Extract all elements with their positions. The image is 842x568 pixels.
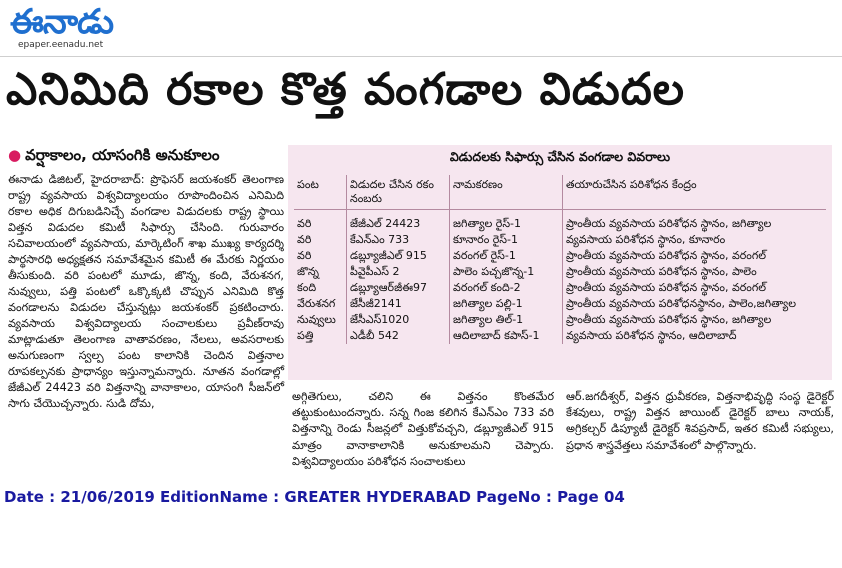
subheading — [8, 146, 219, 168]
varieties-table-box — [288, 145, 832, 380]
table-row — [294, 210, 826, 233]
article-column-1: ఈనాడు డిజిటల్, హైదరాబాద్: ప్రొఫెసర్ జయశంకర్ తెలంగాణ రాష్ట్ర వ్యవసాయ విశ్వవిద్యాలయం రూపొందించిన ఎనిమిది రకాల అధిక దిగుబడినిచ్చే వంగడాల విడుదలకు రాష్ట్ర స్థాయి విత్తన విడుదల కమిటీ సిఫార్సు చేసింది. గురువారం సచివాలయంలో వ్యవసాయ, మార్కెటింగ్ శాఖ ముఖ్య కార్యదర్శి పార్థసారధి అధ్యక్షతన సమావేశమైన కమిటీ ఈ మేరకు నిర్ణయం తీసుకుంది. వరి పంటలో మూడు, జొన్న, కంది, వేరుశనగ, నువ్వులు, పత్తి పంటలో ఒక్కొక్కటి చొప్పున ఎనిమిది కొత్త వంగడాలను విడుదల చేస్తున్నట్లు జయశంకర్ ప్రకటించారు. వ్యవసాయ విశ్వవిద్యాలయ సంచాలకులు ప్రవీణ్‌రావు మాట్లాడుతూ తెలంగాణ వాతావరణం, నేలలు, అవసరాలకు అనుగుణంగా స్వల్ప పంట కాలానికి చెందిన విత్తనాల రూపకల్పనకు ప్రాధాన్యం ఇస్తున్నామన్నారు. నూతన వంగడాల్లో జేజీఎల్ 24423 వరి విత్తనాన్ని వానాకాలం, యాసంగి సీజన్‌లో సాగు చేయొచ్చన్నారు. సుడి దోమ, — [8, 173, 284, 410]
cell-crop: నువ్వులు — [294, 312, 347, 328]
header-variety-number: విడుదల చేసిన రకం నంబరు — [347, 175, 450, 210]
cell-station: వ్యవసాయ పరిశోధన స్థానం, ఆదిలాబాద్ — [566, 329, 737, 342]
cell-crop: కంది — [294, 280, 347, 296]
bullet-icon: ● — [8, 146, 22, 164]
cell-variety: ఎడీబీ 542 — [347, 328, 450, 344]
cell-station: ప్రాంతీయ వ్యవసాయ పరిశోధన స్థానం, జగిత్యాల — [566, 217, 772, 230]
cell-variety: జేసీఎస్1020 — [347, 312, 450, 328]
cell-crop: జొన్న — [294, 264, 347, 280]
masthead-logo — [6, 4, 166, 48]
site-url: epaper.eenadu.net — [18, 40, 104, 50]
logo-text: ఈనాడు — [10, 2, 114, 42]
cell-variety: జేసీజీ2141 — [347, 296, 450, 312]
cell-station: ప్రాంతీయ వ్యవసాయ పరిశోధన స్థానం, వరంగల్ — [566, 249, 767, 262]
cell-variety: పీవైపీఎస్ 2 — [347, 264, 450, 280]
cell-name: ఆదిలాబాద్ కపాస్-1 — [450, 328, 563, 344]
header-name: నామకరణం — [450, 175, 563, 210]
cell-crop: వరి — [294, 210, 347, 233]
cell-crop: వేరుశనగ — [294, 296, 347, 312]
cell-variety: కేఎన్ఎం 733 — [347, 232, 450, 248]
table-title: విడుదలకు సిఫార్సు చేసిన వంగడాల వివరాలు — [449, 149, 671, 164]
table-row — [294, 248, 826, 264]
cell-name: జగిత్యాల రైస్-1 — [450, 210, 563, 233]
article-column-3: ఆర్.జగదీశ్వర్, విత్తన ధ్రువీకరణ, విత్తనాభివృద్ధి సంస్థ డైరెక్టర్ కేశవులు, రాష్ట్ర విత్తన జాయింట్ డైరెక్టర్ బాలు నాయక్, అగ్రికల్చర్ డిప్యూటీ డైరెక్టర్ శివప్రసాద్, ఇతర కమిటీ సభ్యులు, ప్రధాన శాస్త్రవేత్తలు సమావేశంలో పాల్గొన్నారు. — [566, 390, 834, 452]
varieties-table — [294, 175, 826, 344]
headline: ఎనిమిది రకాల కొత్త వంగడాల విడుదల — [6, 64, 685, 115]
table-header-row — [294, 175, 826, 210]
cell-station: ప్రాంతీయ వ్యవసాయ పరిశోధన స్థానం, పాలెం — [566, 265, 757, 278]
cell-variety: డబ్ల్యూఆర్‌జీఈ97 — [347, 280, 450, 296]
cell-crop: వరి — [294, 232, 347, 248]
subheading-text: వర్షాకాలం, యాసంగికి అనుకూలం — [25, 146, 220, 164]
cell-name: జగిత్యాల తిల్-1 — [450, 312, 563, 328]
cell-station: ప్రాంతీయ వ్యవసాయ పరిశోధన స్థానం, వరంగల్ — [566, 281, 767, 294]
header-crop: పంట — [294, 175, 347, 210]
cell-name: పాలెం పచ్చజొన్న-1 — [450, 264, 563, 280]
cell-name: జగిత్యాల పల్లి-1 — [450, 296, 563, 312]
table-row — [294, 296, 826, 312]
cell-crop: వరి — [294, 248, 347, 264]
edition-footer: Date : 21/06/2019 EditionName : GREATER HYDERABAD PageNo : Page 04 — [4, 488, 625, 506]
cell-name: వరంగల్ కంది-2 — [450, 280, 563, 296]
cell-station: ప్రాంతీయ వ్యవసాయ పరిశోధనస్థానం, పాలెం,జగిత్యాల — [566, 297, 796, 310]
cell-station: ప్రాంతీయ వ్యవసాయ పరిశోధన స్థానం, జగిత్యాల — [566, 313, 772, 326]
cell-variety: డబ్ల్యూజీఎల్ 915 — [347, 248, 450, 264]
cell-crop: పత్తి — [294, 328, 347, 344]
table-row — [294, 328, 826, 344]
masthead-divider — [0, 56, 842, 57]
cell-name: కూనారం రైస్-1 — [450, 232, 563, 248]
table-row — [294, 312, 826, 328]
header-research-station: తయారుచేసిన పరిశోధన కేంద్రం — [563, 175, 827, 210]
cell-variety: జేజీఎల్ 24423 — [347, 210, 450, 233]
table-row — [294, 232, 826, 248]
cell-station: వ్యవసాయ పరిశోధన స్థానం, కూనారం — [566, 233, 726, 246]
article-column-2: అగ్గితెగులు, చలిని ఈ విత్తనం కొంతమేర తట్టుకుంటుందన్నారు. సన్న గింజ కలిగిన కేఎన్ఎం 733 వరి విత్తనాన్ని రెండు సీజన్లలో విత్తుకోవచ్చని, డబ్ల్యూజీఎల్ 915 మాత్రం వానాకాలానికి అనుకూలమని చెప్పారు. విశ్వవిద్యాలయం పరిశోధన సంచాలకులు — [292, 390, 554, 468]
cell-name: వరంగల్ రైస్-1 — [450, 248, 563, 264]
table-row — [294, 264, 826, 280]
table-row — [294, 280, 826, 296]
